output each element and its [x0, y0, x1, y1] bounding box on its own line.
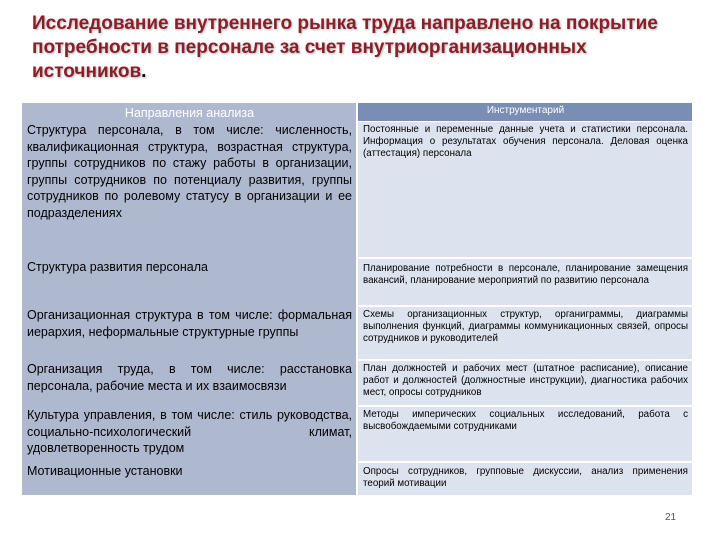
- table-row-2-tools: Планирование потребности в персонале, планирование замещения вакансий, планирование мероприятий по развитию персонала: [358, 259, 692, 305]
- right-column-header: Инструментарий: [358, 103, 692, 121]
- table-row-1-tools: Постоянные и переменные данные учета и статистики персонала. Информация о результатах обучения персонала. Деловая оценка (аттестация) персонала: [358, 122, 692, 257]
- slide-title-text: Исследование внутреннего рынка труда направлено на покрытие потребности в персонале за счет внутриорганизационных источников: [32, 13, 658, 82]
- page-number: 21: [665, 512, 677, 523]
- table-row-2-direction: Структура развития персонала: [27, 260, 208, 274]
- left-column-header-text: Направления анализа: [124, 106, 255, 120]
- table-row-6-tools: Опросы сотрудников, групповые дискуссии, анализ применения теорий мотивации: [358, 463, 692, 495]
- table-row-4-tools: План должностей и рабочих мест (штатное расписание), описание работ и должностей (должностные инструкции), диагностика рабочих мест, опросы сотрудников: [358, 361, 692, 405]
- table-row-5-tools: Методы имперических социальных исследований, работа с высвобождаемыми сотрудниками: [358, 407, 692, 461]
- table-row-6-direction: Мотивационные установки: [27, 464, 183, 478]
- left-column-header: [22, 103, 356, 121]
- table-row-3-direction: Организационная структура в том числе: формальная иерархия, неформальные структурные группы: [27, 308, 352, 339]
- analysis-table: [22, 103, 692, 495]
- slide-title-period: .: [141, 61, 147, 82]
- table-row-3-tools: Схемы организационных структур, органиграммы, диаграммы выполнения функций, диаграммы коммуникационных связей, опросы сотрудников и руководителей: [358, 307, 692, 359]
- slide-title: [32, 12, 692, 84]
- table-row-4-direction: Организация труда, в том числе: расстановка персонала, рабочие места и их взаимосвязи: [27, 362, 352, 393]
- table-row-1-direction: Структура персонала, в том числе: численность, квалификационная структура, возрастная структура, группы сотрудников по стажу работы в организации, группы сотрудников по потенциалу развития, группы сотрудников по ролевому статусу в организации и ее подразделениях: [27, 123, 352, 220]
- table-row-5-direction: Культура управления, в том числе: стиль руководства, социально-психологический климат, удовлетворенность трудом: [27, 408, 352, 455]
